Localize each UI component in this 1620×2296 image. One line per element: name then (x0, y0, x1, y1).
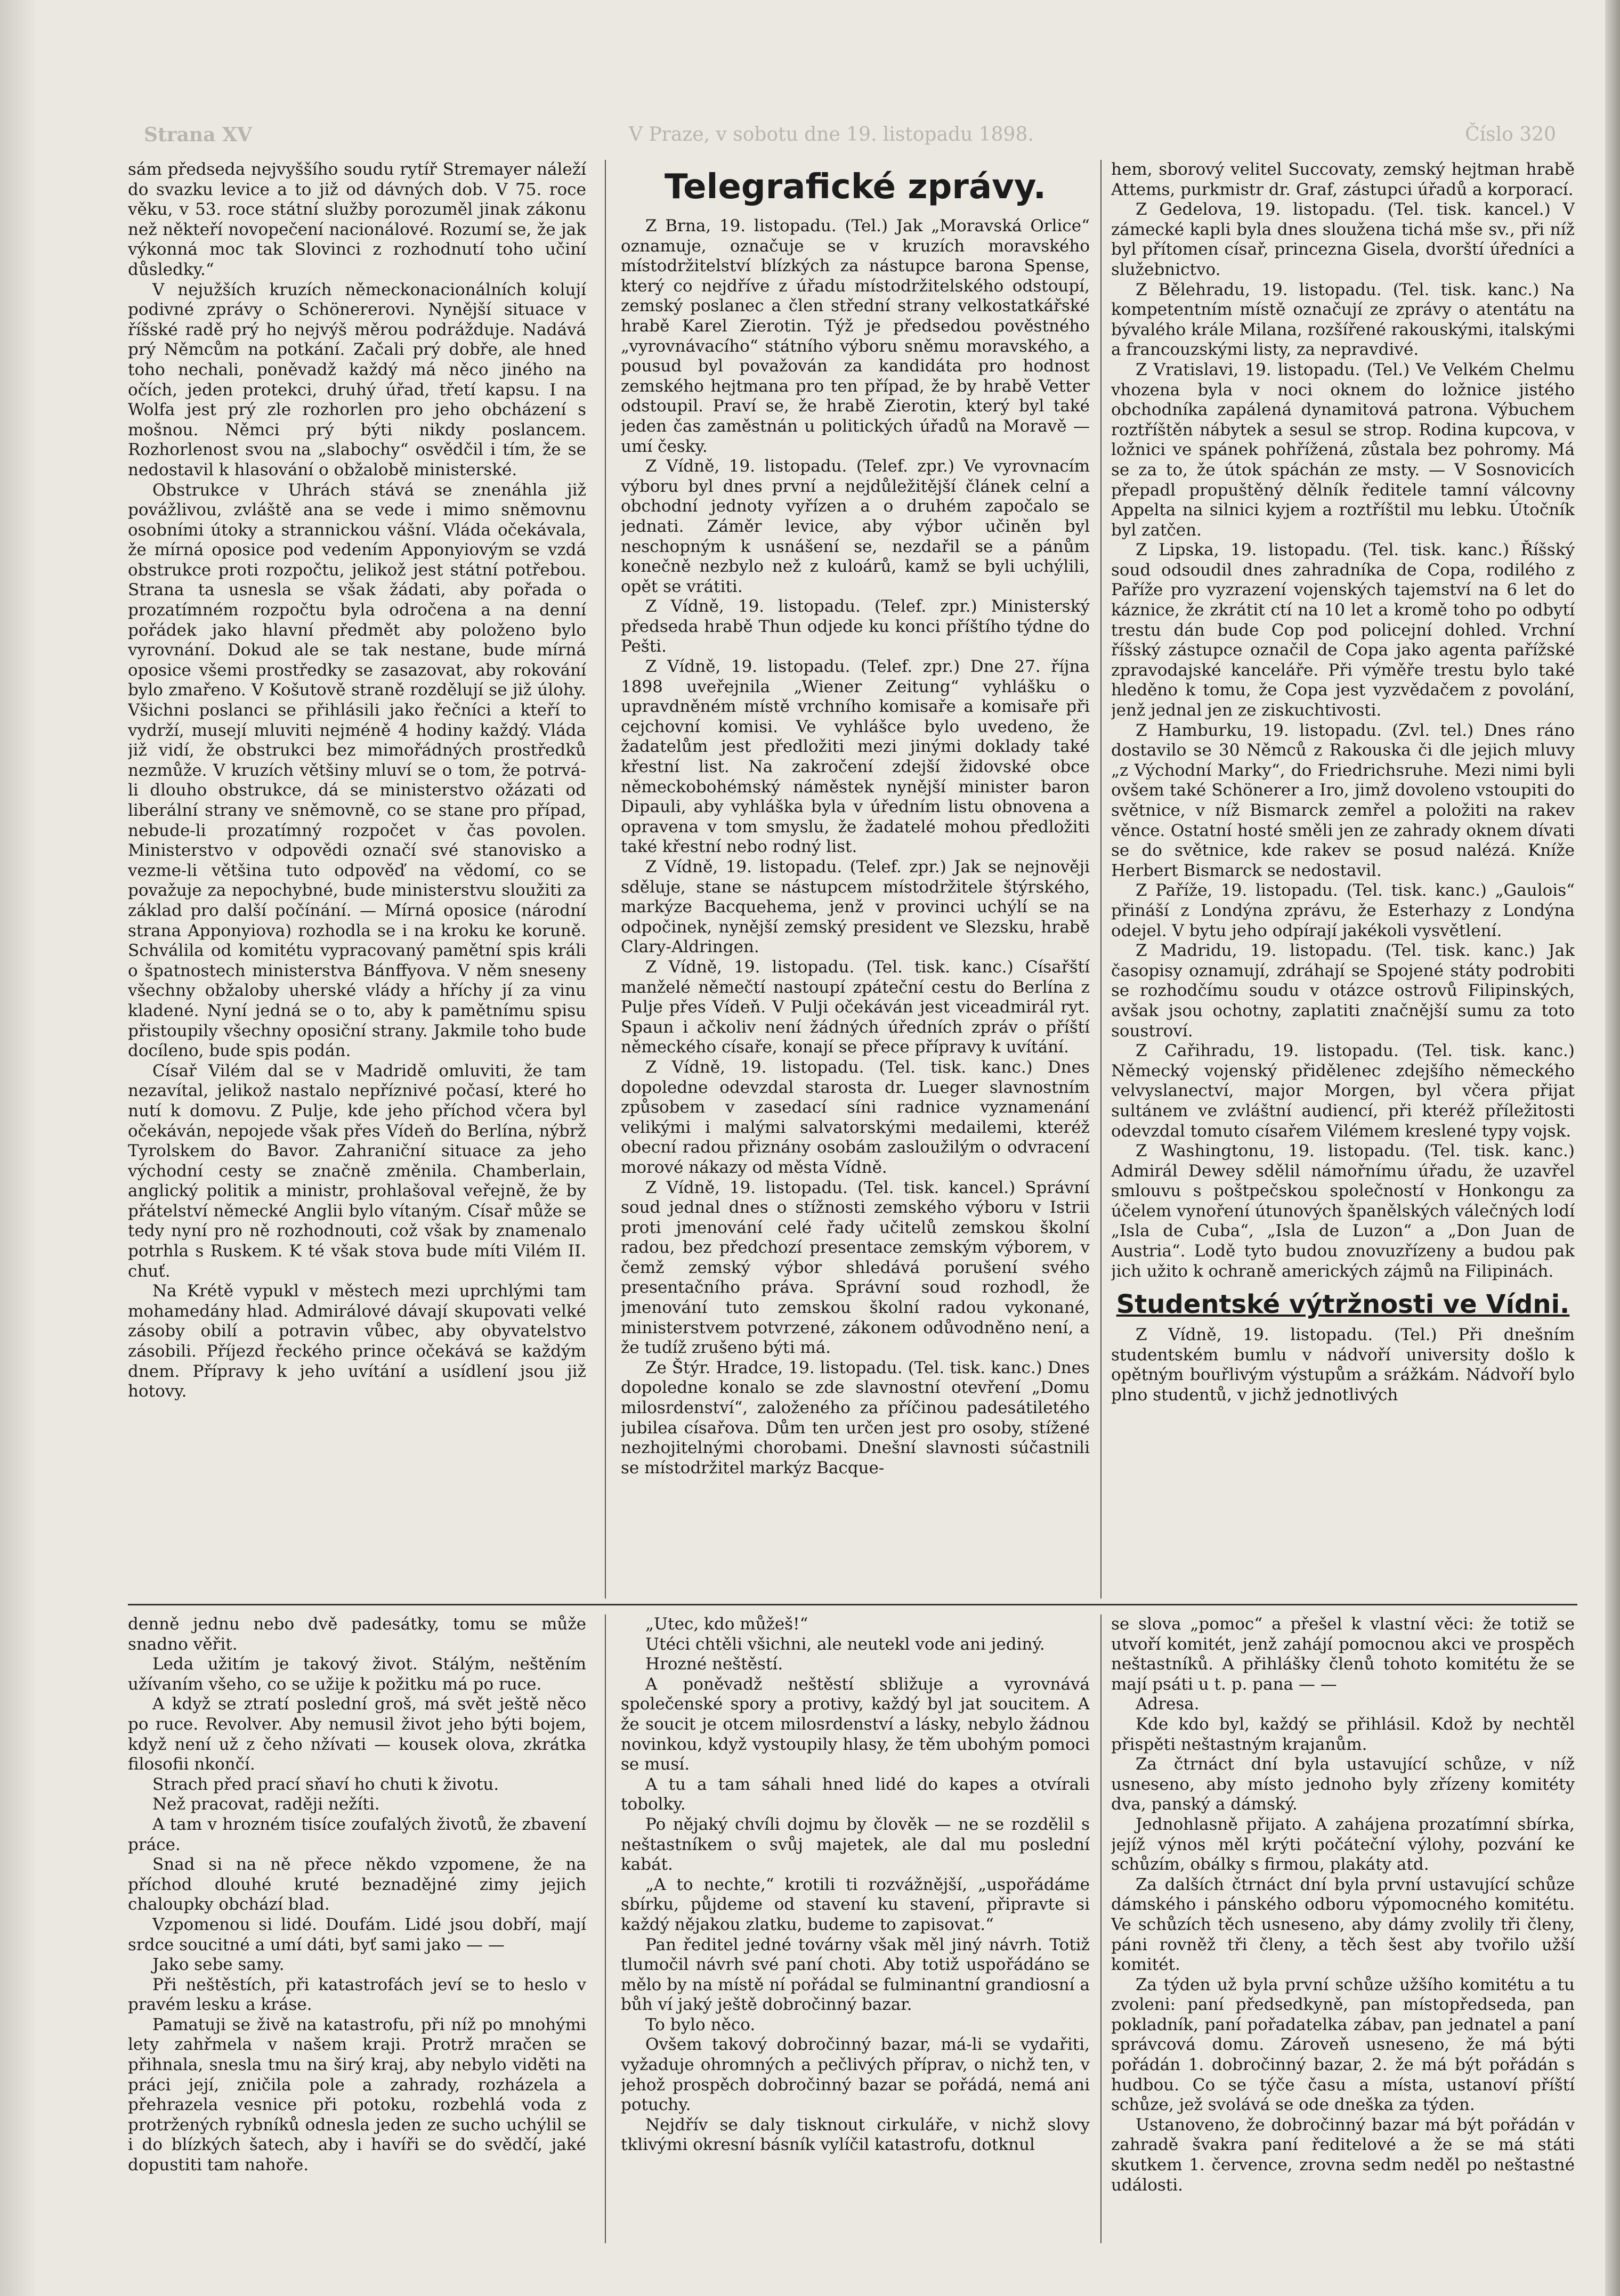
feuilleton-paragraph: Hrozné neštěstí. (645, 1654, 783, 1674)
feuilleton-paragraph: Leda užitím je takový život. Stálým, neštěním užívaním všeho, co se užije k požitku má po ruce. (128, 1654, 586, 1694)
telegraph-item: Z Hamburku, 19. listopadu. (Zvl. tel.) Dnes ráno dostavilo se 30 Němců z Rakouska či dle jejich mluvy „z Východní Marky“, do Friedrichsruhe. Mezi nimi byli ovšem také Schönerer a Iro, jimž dovoleno vstoupiti do světnice, v níž Bismarck zemřel a položiti na rakev věnce. Ostatní hosté směli jen ze zahrady oknem dívati se do světnice, kde rakev se posud nalézá. Kníže Herbert Bismarck se nedostavil. (1111, 720, 1575, 880)
column-2-top (621, 160, 1090, 1599)
feuilleton-paragraph: se slova „pomoc“ a přešel k vlastní věci: že totiž se utvoří komitét, jenž zahájí pomocnou akci ve prospěch neštastníků. A přihlášky členů tohoto komitétu že se mají psáti u t. p. pana — — (1111, 1614, 1575, 1694)
telegraph-item: Z Vídně, 19. listopadu. (Telef. zpr.) Ve vyrovnacím výboru byl dnes první a nejdůležitější článek celní a obchodní jednoty vyřízen a o druhém započalo se jednati. Záměr levice, aby výbor učiněn byl neschopným k usnášení se, nezdařil se a pánům konečně nezbylo než z kuloárů, kamž se byli uchýlili, opět se vrátiti. (621, 457, 1090, 596)
telegraph-item: Z Vídně, 19. listopadu. (Tel. tisk. kancel.) Správní soud jednal dnes o stížnosti zemského výboru v Istrii proti jmenování celé řady učitelů zemskou školní radou, bez předchozí presentace zemským výborem, v čemž zemský výbor shledává porušení svého presentačního práva. Správní soud rozhodl, že jmenování tuto zemskou školní radou vykonané, ministerstvem potvrzené, zákonem odůvodněno není, a že tudíž zrušeno býti má. (621, 1178, 1090, 1358)
feuilleton-paragraph: Nejdřív se daly tisknout cirkuláře, v nichž slovy tklivými okresní básník vylíčil katastrofu, dotknul (621, 2115, 1090, 2155)
telegraph-item: Z Gedelova, 19. listopadu. (Tel. tisk. kancel.) V zámecké kapli byla dnes sloužena tichá mše sv., při níž byl přítomen císař, princezna Gisela, dvorští úředníci a služebnictvo. (1111, 200, 1575, 279)
feuilleton-paragraph: Strach před prací sňaví ho chuti k životu. (152, 1774, 499, 1794)
telegraph-item: Z Paříže, 19. listopadu. (Tel. tisk. kanc.) „Gaulois“ přináší z Londýna zprávu, že Esterhazy z Londýna odejel. V bytu jeho odpírají jakékoli vysvětlení. (1111, 881, 1575, 940)
feuilleton-paragraph: A tam v hrozném tisíce zoufalých životů, že zbavení práce. (128, 1814, 586, 1854)
feuilleton-paragraph: „A to nechte,“ krotili ti rozvážnější, „uspořádáme sbírku, půjdeme od stavení ku stavení, připravte si každý nějakou zlatku, budeme to zapisovat.“ (621, 1875, 1090, 1934)
feuilleton-paragraph: Pamatuji se živě na katastrofu, při níž po mnohými lety zahřmela v našem kraji. Protrž mračen se přihnala, snesla tmu na širý kraj, aby nebylo viděti na práci její, zničila pole a zahrady, rozházela a přehrazela vesnice při potoku, rozbehlá voda z protržených rybníků odnesla jeden ze sucho uchýlil se i do blízkých šatech, aby i havíři se do svědčí, jaké dopustiti tam nahoře. (128, 2015, 586, 2175)
telegraph-item: hem, sborový velitel Succovaty, zemský hejtman hrabě Attems, purkmistr dr. Graf, zástupci úřadů a korporací. (1111, 160, 1575, 199)
feuilleton-paragraph: A poněvadž neštěstí sbližuje a vyrovnává společenské spory a protivy, každý byl jat soucitem. A že soucit je otcem milosrdenství a lásky, nebylo žádnou novinkou, když vystoupily hlasy, že těm ubohým pomoci se musí. (621, 1674, 1090, 1774)
feuilleton-paragraph: Za týden už byla první schůze užšího komitétu a tu zvoleni: paní předsedkyně, pan místopředseda, pan pokladník, paní pořadatelka zábav, pan jednatel a paní správcová domu. Zároveň usneseno, že má býti pořádán 1. dobročinný bazar, 2. že má být pořádán s hudbou. Co se týče času a místa, ustanoví příští schůze, jež svolává se ode dneška za týden. (1111, 1975, 1575, 2115)
column-2-bottom (621, 1614, 1090, 2243)
header-issue: Číslo 320 (1465, 124, 1556, 145)
column-rule (1100, 160, 1101, 1599)
section-title-student-riots: Studentské výtržnosti ve Vídni. (1116, 1289, 1570, 1320)
article-paragraph: Na Krétě vypukl v městech mezi uprchlými tam mohamedány hlad. Admirálové dávají skupovati velké zásoby obilí a potravin vůbec, aby obyvatelstvo zásobili. Příjezd řeckého prince očekává se každým dnem. Přípravy k jeho uvítání a usídlení jsou již hotovy. (128, 1281, 586, 1401)
telegraph-item: Z Vídně, 19. listopadu. (Tel.) Při dnešním studentském bumlu v nádvoří university došlo k opětným bouřlivým výstupům a srážkám. Nádvoří bylo plno studentů, v jichž jednotlivých (1111, 1325, 1575, 1405)
telegraph-item: Z Washingtonu, 19. listopadu. (Tel. tisk. kanc.) Admirál Dewey sdělil námořnímu úřadu, že uzavřel smlouvu s poštpečskou společností v Honkongu za účelem vynoření útunových španělských válečných lodí „Isla de Cuba“, „Isla de Luzon“ a „Don Juan de Austria“. Lodě tyto budou znovuzřízeny a budou pak jich užito k ochraně amerických zájmů na Filipinách. (1111, 1141, 1575, 1281)
header-date: V Praze, v sobotu dne 19. listopadu 1898. (629, 124, 1034, 145)
column-3-top (1111, 160, 1575, 1599)
feuilleton-paragraph: A když se ztratí poslední groš, má svět ještě něco po ruce. Revolver. Aby nemusil život jeho býti bojem, když není už z čeho nžívati — kousek olova, zkrátka filosofii nkončí. (128, 1694, 586, 1774)
telegraph-item: Z Vídně, 19. listopadu. (Telef. zpr.) Jak se nejnověji sděluje, stane se nástupcem místodržitele štýrského, markýze Bacquehema, jenž v provinci uchýlí se na odpočinek, nynější zemský president ve Slezsku, hrabě Clary-Aldringen. (621, 857, 1090, 957)
telegraph-item: Z Vídně, 19. listopadu. (Tel. tisk. kanc.) Císařští manželé němečtí nastoupí zpáteční cestu do Berlína z Pulje přes Vídeň. V Pulji očekáván jest viceadmirál ryt. Spaun i ačkoliv není žádných úředních zpráv o příští německého císaře, konají se přece přípravy k uvítání. (621, 957, 1090, 1057)
feuilleton-paragraph: Adresa. (1136, 1694, 1200, 1714)
article-paragraph: sám předseda nejvyššího soudu rytíř Stremayer náleží do svazku levice a to již od dávných dob. V 75. roce věku, v 53. roce státní služby porozuměl jinak zákonu než někteří novopečení nacionálové. Rozumí se, že jak výkonná moc tak Slovinci z rozhodnutí toho učiní důsledky.“ (128, 160, 586, 279)
column-3-bottom (1111, 1614, 1575, 2243)
feuilleton-paragraph: Utéci chtěli všichni, ale neutekl vode ani jediný. (645, 1634, 1045, 1654)
feuilleton-paragraph: Kde kdo byl, každý se přihlásil. Kdož by nechtěl přispěti neštastným krajanům. (1111, 1714, 1575, 1754)
telegraph-item: Z Madridu, 19. listopadu. (Tel. tisk. kanc.) Jak časopisy oznamují, zdráhají se Spojené státy podrobiti se rozhodčímu soudu v otázce ostrovů Filipinských, avšak jsou ochotny, zaplatiti značnější sumu za toto soustroví. (1111, 941, 1575, 1041)
feuilleton-paragraph: A tu a tam sáhali hned lidé do kapes a otvírali tobolky. (621, 1774, 1090, 1814)
feuilleton-paragraph: Ustanoveno, že dobročinný bazar má být pořádán v zahradě švakra paní ředitelové a že se má státi skutkem 1. července, zrovna sedm neděl po neštastné události. (1111, 2115, 1575, 2195)
feuilleton-paragraph: denně jednu nebo dvě padesátky, tomu se může snadno věřit. (128, 1614, 586, 1654)
feuilleton-paragraph: Pan ředitel jedné továrny však měl jiný návrh. Totiž tlumočil návrh své paní choti. Aby totiž uspořádáno se mělo by na místě ní pořádal se fulminantní grandiosní a bůh ví jaký ještě dobročinný bazar. (621, 1935, 1090, 2015)
column-rule (605, 1614, 606, 2243)
telegraph-item: Z Vratislavi, 19. listopadu. (Tel.) Ve Velkém Chelmu vhozena byla v noci oknem do ložnice jistého obchodníka zapálená dynamitová patrona. Výbuchem roztříštěn nábytek a sesul se strop. Rodina kupcova, v ložnici ve spánek pohřížená, zůstala bez pohromy. Má se za to, že útok spáchán ze msty. — V Sosnovicích přepadl propuštěný dělník ředitele tamní válcovny Appelta na silnici kyjem a roztříštil mu lebku. Útočník byl zatčen. (1111, 360, 1575, 540)
telegraph-item: Z Bělehradu, 19. listopadu. (Tel. tisk. kanc.) Na kompetentním místě označují ze zprávy o atentátu na bývalého krále Milana, rozšířené rakouskými, italskými a francouzskými listy, za nepravdivé. (1111, 280, 1575, 360)
telegraph-item: Z Cařihradu, 19. listopadu. (Tel. tisk. kanc.) Německý vojenský přidělenec zdejšího německého velvyslanectví, major Morgen, byl včera přijat sultánem ve zvláštní audiencí, při kteréž příležitosti odevzdal tomuto císařem Vilémem kreslené typy vojsk. (1111, 1041, 1575, 1141)
telegraph-item: Z Vídně, 19. listopadu. (Telef. zpr.) Dne 27. října 1898 uveřejnila „Wiener Zeitung“ vyhlášku o upravdněném místě vrchního komisaře a komisaře při cejchovní komisi. Ve vyhlášce bylo uvedeno, že žadatelům jest předložiti mezi jinými doklady také křestní list. Na zakročení zdejší židovské obce německobohémský náměstek nynější minister baron Dipauli, aby vyhláška byla v úředním listu obnovena a opravena v tom smyslu, že žadatelé mohou předložiti také křestní nebo rodný list. (621, 657, 1090, 857)
header-page-label: Strana XV (144, 124, 252, 146)
feuilleton-paragraph: „Utec, kdo můžeš!“ (645, 1614, 808, 1634)
page-left-shadow (0, 0, 37, 2296)
page-right-shadow (1605, 0, 1620, 2296)
feuilleton-separator (128, 1604, 1577, 1605)
feuilleton-paragraph: Jednohlasně přijato. A zahájena prozatímní sbírka, jejíž výnos měl krýti počáteční výlohy, pozvání ke schůzím, obálky s firmou, plakáty atd. (1111, 1814, 1575, 1875)
article-paragraph: V nejužších kruzích německonacionálních kolují podivné zprávy o Schönererovi. Nynější situace v říšské radě prý ho nejvýš měrou podrážduje. Nadává prý Němcům na potkání. Začali prý dobře, ale hned toho nechali, poněvadž každý má něco jiného na očích, jeden protekci, druhý úřad, třetí kapsu. I na Wolfa jest prý zle rozhorlen pro jeho obcházení s mošnou. Němci prý býti nikdy poslancem. Rozhorlenost svou na „slabochy“ osvědčil i tím, že se nedostavil k hlasování o obžalobě ministerské. (128, 280, 586, 480)
page-header (139, 124, 1556, 150)
feuilleton-paragraph: Po nějaký chvíli dojmu by člověk — ne se rozdělil s neštastníkem o svůj majetek, ale dal mu poslední kabát. (621, 1814, 1090, 1875)
telegraph-item: Z Lipska, 19. listopadu. (Tel. tisk. kanc.) Říšský soud odsoudil dnes zahradníka de Copa, rodilého z Paříže pro vyzrazení vojenských tajemství na 6 let do káznice, že zkrátit ctí na 10 let a kromě toho po odbytí trestu dán bude Cop pod policejní dohled. Vrchní říšský zástupce označil de Copa jako agenta pařížské zpravodajské kanceláře. Při výměře trestu bylo také hleděno k tomu, že Copa jest vyzvědačem z povolání, jenž jednal jen ze ziskuchtivosti. (1111, 540, 1575, 720)
feuilleton-paragraph: Snad si na ně přece někdo vzpomene, že na příchod dlouhé kruté beznadějné zimy jejich chaloupky obchází blad. (128, 1855, 586, 1914)
feuilleton-paragraph: To bylo něco. (645, 2015, 756, 2034)
column-1-bottom (128, 1614, 586, 2243)
feuilleton-paragraph: Při neštěstích, při katastrofách jeví se to heslo v pravém lesku a kráse. (128, 1975, 586, 2015)
feuilleton-paragraph: Než pracovat, raději nežíti. (152, 1795, 380, 1814)
telegraph-item: Z Vídně, 19. listopadu. (Tel. tisk. kanc.) Dnes dopoledne odevzdal starosta dr. Lueger slavnostním způsobem v zasedací síni radnice vyznamenání velikými i malými salvatorskými medailemi, kteréž obecní radou přiznány osobám zasloužilým o odvracení morové nákazy od města Vídně. (621, 1057, 1090, 1177)
section-title-telegraphic-news: Telegrafické zprávy. (664, 167, 1047, 207)
telegraph-item: Z Brna, 19. listopadu. (Tel.) Jak „Moravská Orlice“ oznamuje, označuje se v kruzích moravského místodržitelství blízkých za nástupce barona Spense, který co nejdříve z úřadu místodržitelského odstoupí, zemský poslanec a člen střední strany velkostatkářské hrabě Karel Zierotin. Týž je předsedou pověstného „vyrovnávacího“ státního výboru sněmu moravského, a pousud byl považován za kandidáta pro hodnost zemského hejtmana pro ten případ, že by hrabě Vetter odstoupil. Praví se, že hrabě Zierotin, který byl také jeden čas zaměstnán u politických úřadů na Moravě — umí česky. (621, 216, 1090, 456)
article-paragraph: Obstrukce v Uhrách stává se znenáhla již povážlivou, zvláště ana se vede i mimo sněmovnu osobními útoky a strannickou vášní. Vláda očekávala, že mírná oposice pod vedením Apponyiovým se vzdá obstrukce proti rozpočtu, jelikož jest státní potřebou. Strana ta usnesla se však žádati, aby pořada o prozatímném rozpočtu byla odročena a na denní pořádek jako hlavní předmět aby položeno bylo vyrovnání. Dokud ale se tak nestane, bude mírná oposice všemi prostředky se zasazovat, aby rokování bylo zmařeno. V Košutově straně rozdělují se již úlohy. Všichni poslanci se přihlásili jako řečníci a kteří to vydrží, musejí mluviti nejméně 4 hodiny každý. Vláda již vidí, že obstrukci bez mimořádných prostředků nezmůže. V kruzích většiny mluví se o tom, že potrvá-li dlouho obstrukce, dá se ministerstvo ožázati od liberální strany ve sněmovně, co se stane pro případ, nebude-li prozatímný rozpočet v čas povolen. Ministerstvo v odpovědi označí své stanovisko a vezme-li většina tuto odpověď na vědomí, co se považuje za nepochybné, bude ministerstvu sloužiti za základ pro další počínání. — Mírná oposice (národní strana Apponyiova) rozhodla se i na kroku ke koruně. Schválila od komitétu vypracovaný pamětní spis králi o špatnostech ministerstva Bánffyova. V něm sneseny všechny obžaloby uherské vlády a hříchy jí za vinu kladené. Nyní jedná se o to, aby k pamětnímu spisu přistoupily všechny oposiční strany. Jakmile toho bude docíleno, bude spis podán. (128, 480, 586, 1061)
feuilleton-paragraph: Vzpomenou si lidé. Doufám. Lidé jsou dobří, mají srdce soucitné a umí dáti, byť sami jako — — (128, 1914, 586, 1954)
feuilleton-paragraph: Ovšem takový dobročinný bazar, má-li se vydařiti, vyžaduje ohromných a pečlivých příprav, o nichž ten, v jehož prospěch dobročinný bazar se pořádá, nemá ani potuchy. (621, 2035, 1090, 2115)
column-rule (1100, 1614, 1101, 2243)
feuilleton-paragraph: Jako sebe samy. (152, 1955, 285, 1975)
feuilleton-paragraph: Za dalších čtrnáct dní byla první ustavující schůze dámského i pánského odboru výpomocného komitétu. Ve schůzích těch usneseno, aby dámy zvolily tři členy, páni rovněž tři členy, a těch šest aby tvořilo užší komitét. (1111, 1875, 1575, 1975)
feuilleton-paragraph: Za čtrnáct dní byla ustavující schůze, v níž usneseno, aby místo jednoho byly zřízeny komitéty dva, panský a dámský. (1111, 1755, 1575, 1814)
article-paragraph: Císař Vilém dal se v Madridě omluviti, že tam nezavítal, jelikož nastalo nepříznivé počasí, které ho nutí k domovu. Z Pulje, kde jeho příchod včera byl očekáván, nepojede však přes Vídeň do Berlína, nýbrž Tyrolskem do Bavor. Zahraniční situace za jeho východní cesty se značně změnila. Chamberlain, anglický politik a ministr, prohlašoval veřejně, že by přátelství německé Anglii bylo vítaným. Císař může se tedy nyní pro ně rozhodnouti, což však by znamenalo potrhla s Ruskem. K té však stova bude míti Vilém II. chuť. (128, 1061, 586, 1281)
column-rule (605, 160, 606, 1599)
telegraph-item: Ze Štýr. Hradce, 19. listopadu. (Tel. tisk. kanc.) Dnes dopoledne konalo se zde slavnostní otevření „Domu milosrdenství“, založeného za příčinou padesátiletého jubilea císařova. Dům ten určen jest pro osoby, stížené nezhojitelnými chorobami. Dnešní slavnosti súčastnili se místodržitel markýz Bacque- (621, 1358, 1090, 1478)
telegraph-item: Z Vídně, 19. listopadu. (Telef. zpr.) Ministerský předseda hrabě Thun odjede ku konci příštího týdne do Pešti. (621, 597, 1090, 656)
column-1-top (128, 160, 586, 1545)
